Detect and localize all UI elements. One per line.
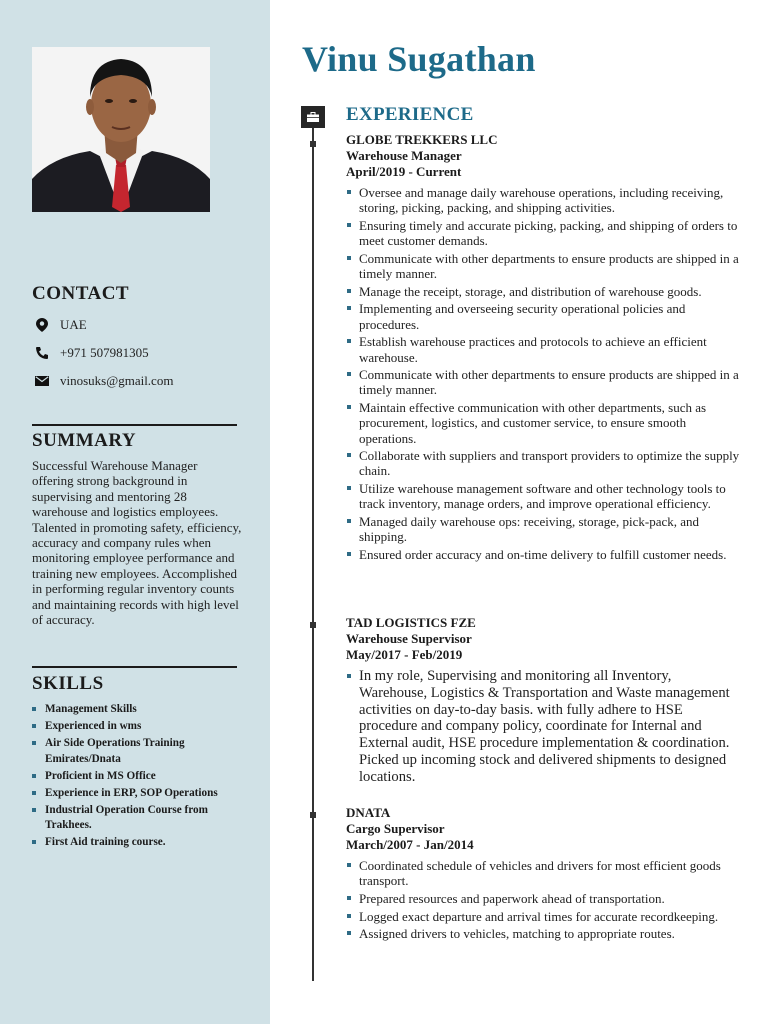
- job-bullet: Ensured order accuracy and on-time delivery to fulfill customer needs.: [346, 547, 741, 562]
- job-bullet: Oversee and manage daily warehouse operations, including receiving, storing, picking, packing, and shipping activities.: [346, 185, 741, 215]
- phone-text: +971 507981305: [60, 345, 149, 360]
- candidate-name: Vinu Sugathan: [302, 39, 536, 79]
- job-bullet: Prepared resources and paperwork ahead of transportation.: [346, 891, 741, 906]
- contact-heading: CONTACT: [32, 283, 130, 304]
- contact-location: [32, 316, 87, 334]
- profile-photo: [32, 47, 210, 212]
- job-bullet: In my role, Supervising and monitoring all Inventory, Warehouse, Logistics & Transportation and Waste management activities on day-to-day basis. with fully adhere to HSE procedure and company policy, coordinate for Internal and External audit, HSE procedure implementation & coordination. Picked up incoming stock and delivered shipments to designed locations.: [346, 668, 741, 786]
- contact-phone: [32, 344, 149, 362]
- timeline-marker: [310, 812, 316, 818]
- timeline-marker: [310, 141, 316, 147]
- skill-item: Industrial Operation Course from Trakhees.: [32, 803, 247, 834]
- job-bullets: [346, 858, 741, 942]
- job-company: TAD LOGISTICS FZE: [346, 615, 476, 630]
- email-text[interactable]: vinosuks@gmail.com: [60, 373, 174, 388]
- skill-item: First Aid training course.: [32, 835, 247, 851]
- job-bullet: Utilize warehouse management software and other technology tools to track inventory, manage orders, and improve operational efficiency.: [346, 481, 741, 511]
- job-company: DNATA: [346, 805, 391, 820]
- job-bullets: [346, 185, 741, 562]
- location-pin-icon: [32, 317, 52, 333]
- timeline-line: [312, 126, 314, 981]
- job-bullets: [346, 668, 741, 786]
- experience-heading: EXPERIENCE: [346, 104, 474, 125]
- job-bullet: Managed daily warehouse ops: receiving, storage, pick-pack, and shipping.: [346, 514, 741, 544]
- skill-item: Proficient in MS Office: [32, 769, 247, 785]
- phone-icon: [32, 345, 52, 361]
- job-role: Warehouse Supervisor: [346, 631, 472, 646]
- job-dates: May/2017 - Feb/2019: [346, 647, 463, 662]
- skill-item: Management Skills: [32, 702, 247, 718]
- job-dates: March/2007 - Jan/2014: [346, 837, 474, 852]
- skill-item: Experienced in wms: [32, 719, 247, 735]
- summary-heading: SUMMARY: [32, 430, 137, 451]
- briefcase-icon: [301, 106, 325, 128]
- skills-list: [32, 702, 247, 852]
- job-company: GLOBE TREKKERS LLC: [346, 132, 498, 147]
- contact-email: [32, 372, 173, 390]
- job-entry-globe-trekkers: [346, 132, 741, 565]
- job-bullet: Implementing and overseeing security operational policies and procedures.: [346, 301, 741, 331]
- divider: [32, 666, 237, 668]
- job-bullet: Assigned drivers to vehicles, matching to appropriate routes.: [346, 926, 741, 941]
- job-bullet: Logged exact departure and arrival times for accurate recordkeeping.: [346, 909, 741, 924]
- job-entry-dnata: [346, 805, 741, 944]
- skill-item: Air Side Operations Training Emirates/Dnata: [32, 736, 247, 767]
- job-bullet: Communicate with other departments to ensure products are shipped in a timely manner.: [346, 251, 741, 281]
- job-bullet: Maintain effective communication with other departments, such as procurement, logistics, and customer service, to ensure smooth operations.: [346, 400, 741, 446]
- skills-heading: SKILLS: [32, 673, 104, 694]
- location-text: UAE: [60, 317, 87, 332]
- job-bullet: Establish warehouse practices and protocols to achieve an efficient warehouse.: [346, 334, 741, 364]
- timeline-marker: [310, 622, 316, 628]
- summary-text: Successful Warehouse Manager offering strong background in supervising and mentoring 28 warehouse and logistics employees. Talented in promoting safety, efficiency, accuracy and company rules when monitoring employee performance and training new employees. Accomplished in performing regular inventory counts and maintaining records with high level of accuracy.: [32, 458, 242, 628]
- job-bullet: Manage the receipt, storage, and distribution of warehouse goods.: [346, 284, 741, 299]
- job-role: Cargo Supervisor: [346, 821, 445, 836]
- divider: [32, 424, 237, 426]
- job-role: Warehouse Manager: [346, 148, 462, 163]
- job-entry-tad-logistics: [346, 615, 741, 788]
- job-bullet: Collaborate with suppliers and transport providers to optimize the supply chain.: [346, 448, 741, 478]
- job-dates: April/2019 - Current: [346, 164, 462, 179]
- skill-item: Experience in ERP, SOP Operations: [32, 786, 247, 802]
- sidebar: [0, 0, 270, 1024]
- job-bullet: Coordinated schedule of vehicles and drivers for most efficient goods transport.: [346, 858, 741, 888]
- job-bullet: Ensuring timely and accurate picking, packing, and shipping of orders to meet customer demands.: [346, 218, 741, 248]
- job-bullet: Communicate with other departments to ensure products are shipped in a timely manner.: [346, 367, 741, 397]
- envelope-icon: [32, 373, 52, 389]
